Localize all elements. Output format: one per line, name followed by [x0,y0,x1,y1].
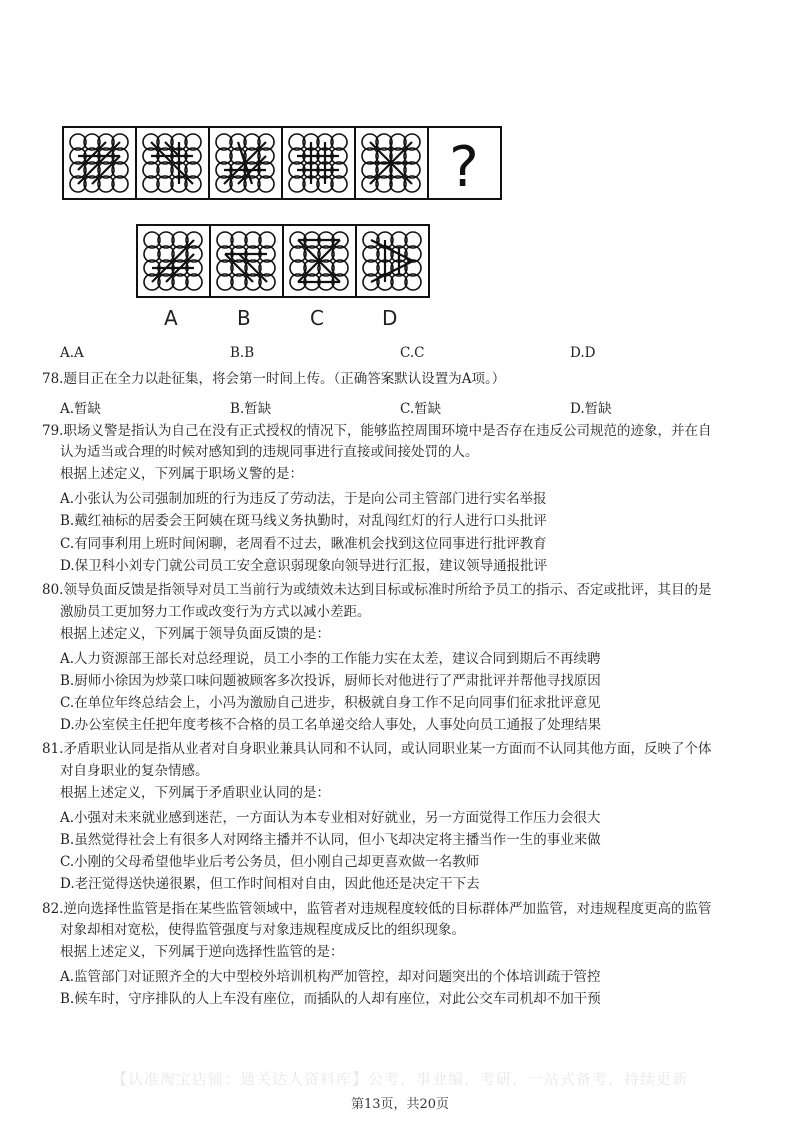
option-figure-c[interactable] [290,232,348,290]
option-label-a: A [164,306,178,330]
q77-choice-b[interactable]: B.B [230,345,255,361]
puzzle-sequence [62,126,502,200]
puzzle-cell-3 [216,134,274,192]
puzzle-cell-2 [143,134,201,192]
q80-prompt: 根据上述定义，下列属于领导负面反馈的是： [60,626,330,642]
q78-choice-b[interactable]: B.暂缺 [230,401,272,417]
option-label-c: C [310,306,324,330]
q78-choice-d[interactable]: D.暂缺 [570,401,612,417]
q77-choice-c[interactable]: C.C [400,345,425,361]
option-figure-b[interactable] [217,232,275,290]
puzzle-options [136,224,430,298]
q81-stem-line-2: 对自身职业的复杂情感。 [60,763,209,779]
q82-option-a[interactable]: A.监管部门对证照齐全的大中型校外培训机构严加管控，却对问题突出的个体培训疏于管控 [60,969,601,985]
q81-option-b[interactable]: B.虽然觉得社会上有很多人对网络主播并不认同，但小飞却决定将主播当作一生的事业来做 [60,832,601,848]
q79-stem-line-1: 79.职场义警是指认为自己在没有正式授权的情况下，能够监控周围环境中是否存在违反公司规范的迹象，并在自 [42,423,712,439]
q81-prompt: 根据上述定义，下列属于矛盾职业认同的是： [60,785,330,801]
q80-stem-line-2: 激励员工更加努力工作或改变行为方式以减小差距。 [60,604,371,620]
q81-option-c[interactable]: C.小刚的父母希望他毕业后考公务员，但小刚自己却更喜欢做一名教师 [60,854,480,870]
q82-option-b[interactable]: B.候车时，守序排队的人上车没有座位，而插队的人却有座位，对此公交车司机却不加干预 [60,991,601,1007]
puzzle-cell-1 [70,134,128,192]
q80-stem-line-1: 80.领导负面反馈是指领导对员工当前行为或绩效未达到目标或标准时所给予员工的指示、否定或批评，其目的是 [42,582,712,598]
q80-option-c[interactable]: C.在单位年终总结会上，小冯为激励自己进步，积极就自身工作不足向同事们征求批评意见 [60,695,601,711]
q82-stem-line-1: 82.逆向选择性监管是指在某些监管领域中，监管者对违规程度较低的目标群体严加监管，对违规程度更高的监管 [42,901,712,917]
puzzle-cell-4 [289,134,347,192]
option-label-b: B [237,306,251,330]
q77-choice-a[interactable]: A.A [60,345,84,361]
q82-stem-line-2: 对象却相对宽松，使得监管强度与对象违规程度成反比的组织现象。 [60,922,465,938]
q79-option-a[interactable]: A.小张认为公司强制加班的行为违反了劳动法，于是向公司主管部门进行实名举报 [60,491,547,507]
q78-stem: 78.题目正在全力以赴征集，将会第一时间上传。（正确答案默认设置为A项。） [42,371,506,387]
q81-stem-line-1: 81.矛盾职业认同是指从业者对自身职业兼具认同和不认同，或认同职业某一方面而不认同其他方面，反映了个体 [42,741,712,757]
q79-stem-line-2: 认为适当或合理的时候对感知到的违规同事进行直接或间接处罚的人。 [60,444,479,460]
option-label-d: D [382,306,398,330]
q81-option-a[interactable]: A.小强对未来就业感到迷茫，一方面认为本专业相对好就业，另一方面觉得工作压力会很大 [60,810,601,826]
q80-option-b[interactable]: B.厨师小徐因为炒菜口味问题被顾客多次投诉，厨师长对他进行了严肃批评并帮他寻找原因 [60,673,601,689]
page-number: 第13页，共20页 [350,1097,450,1112]
puzzle-question-mark: ? [449,135,479,200]
q79-prompt: 根据上述定义，下列属于职场义警的是： [60,466,303,482]
q79-option-c[interactable]: C.有同事利用上班时间闲聊，老周看不过去，瞅准机会找到这位同事进行批评教育 [60,536,547,552]
option-figure-a[interactable] [144,232,202,290]
watermark: 【认准淘宝店铺：通关达人资料库】公考，事业编，考研，一站式备考，持续更新 [111,1070,688,1088]
q79-option-d[interactable]: D.保卫科小刘专门就公司员工安全意识弱现象向领导进行汇报，建议领导通报批评 [60,558,548,574]
q78-choice-a[interactable]: A.暂缺 [60,401,102,417]
q77-choice-d[interactable]: D.D [570,345,596,361]
q79-option-b[interactable]: B.戴红袖标的居委会王阿姨在斑马线义务执勤时，对乱闯红灯的行人进行口头批评 [60,513,547,529]
q80-option-d[interactable]: D.办公室侯主任把年度考核不合格的员工名单递交给人事处，人事处向员工通报了处理结果 [60,717,602,733]
q80-option-a[interactable]: A.人力资源部王部长对总经理说，员工小李的工作能力实在太差，建议合同到期后不再续聘 [60,651,601,667]
puzzle-cell-5 [362,134,420,192]
q81-option-d[interactable]: D.老汪觉得送快递很累，但工作时间相对自由，因此他还是决定干下去 [60,876,480,892]
option-figure-d[interactable] [363,232,421,290]
q82-prompt: 根据上述定义，下列属于逆向选择性监管的是： [60,944,344,960]
q78-choice-c[interactable]: C.暂缺 [400,401,442,417]
